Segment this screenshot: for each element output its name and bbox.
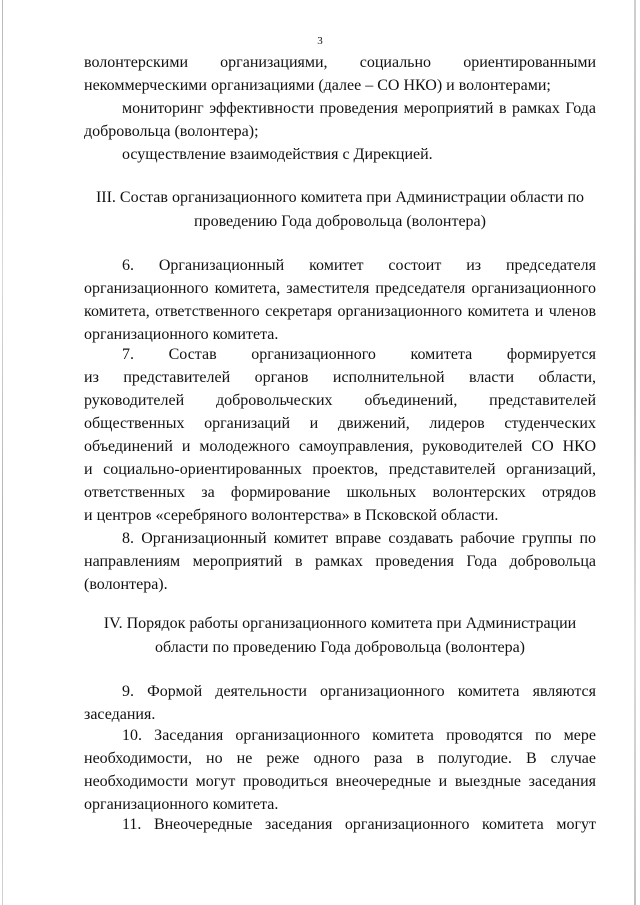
paragraph-6: [84, 254, 596, 346]
text-line: 8. Организационный комитет вправе создавать рабочие группы по: [122, 530, 596, 547]
text-line: объединений и молодежного самоуправления, руководителей СО НКО: [84, 438, 596, 455]
text-line: руководителей добровольческих объединений, представителей: [84, 392, 596, 409]
text-line: некоммерческими организациями (далее – СО НКО) и волонтерами;: [84, 77, 551, 94]
scan-edge-left: [2, 0, 3, 905]
section-3-heading: [70, 186, 610, 234]
text-line: из представителей органов исполнительной власти области,: [84, 369, 596, 386]
paragraph-8: [84, 527, 596, 596]
paragraph-11: [84, 813, 596, 836]
text-line: организационного комитета.: [84, 796, 279, 813]
text-line: заседания.: [84, 706, 156, 723]
text-line: 11. Внеочередные заседания организационного комитета могут: [122, 816, 596, 833]
scan-edge-right: [634, 0, 636, 905]
text-line: 10. Заседания организационного комитета проводятся по мере: [122, 727, 596, 744]
text-line: ответственных за формирование школьных волонтерских отрядов: [84, 484, 596, 501]
text-line: организационного комитета, заместителя председателя организационного: [84, 280, 596, 297]
text-line: необходимости могут проводиться внеочередные и выездные заседания: [84, 773, 596, 790]
text-line: (волонтера).: [84, 576, 168, 593]
text-line: организационного комитета.: [84, 326, 279, 343]
text-line: 9. Формой деятельности организационного комитета являются: [122, 683, 596, 700]
heading-line: области по проведению Года добровольца (волонтера): [155, 639, 525, 656]
text-line: и социально-ориентированных проектов, представителей организаций,: [84, 461, 596, 478]
text-line: волонтерскими организациями, социально ориентированными: [84, 54, 596, 71]
intro-block: [84, 51, 596, 166]
section-4-heading: [70, 612, 610, 660]
text-line: 6. Организационный комитет состоит из председателя: [122, 257, 596, 274]
text-line: направлениям мероприятий в рамках проведения Года добровольца: [84, 553, 596, 570]
text-line: комитета, ответственного секретаря организационного комитета и членов: [84, 303, 596, 320]
heading-line: проведению Года добровольца (волонтера): [194, 213, 486, 230]
text-line: 7. Состав организационного комитета формируется: [122, 346, 596, 363]
text-line: и центров «серебряного волонтерства» в Псковской области.: [84, 507, 499, 524]
heading-line: IV. Порядок работы организационного комитета при Администрации: [103, 615, 577, 632]
heading-line: III. Состав организационного комитета при Администрации области по: [95, 189, 585, 206]
text-line: мониторинг эффективности проведения мероприятий в рамках Года: [122, 100, 596, 117]
text-line: общественных организаций и движений, лидеров студенческих: [84, 415, 596, 432]
paragraph-7: [84, 343, 596, 527]
paragraph-10: [84, 724, 596, 816]
paragraph-9: [84, 680, 596, 726]
text-line: добровольца (волонтера);: [84, 123, 259, 140]
text-line: осуществление взаимодействия с Дирекцией.: [122, 146, 433, 163]
text-line: необходимости, но не реже одного раза в полугодие. В случае: [84, 750, 596, 767]
page-number: 3: [317, 35, 323, 47]
